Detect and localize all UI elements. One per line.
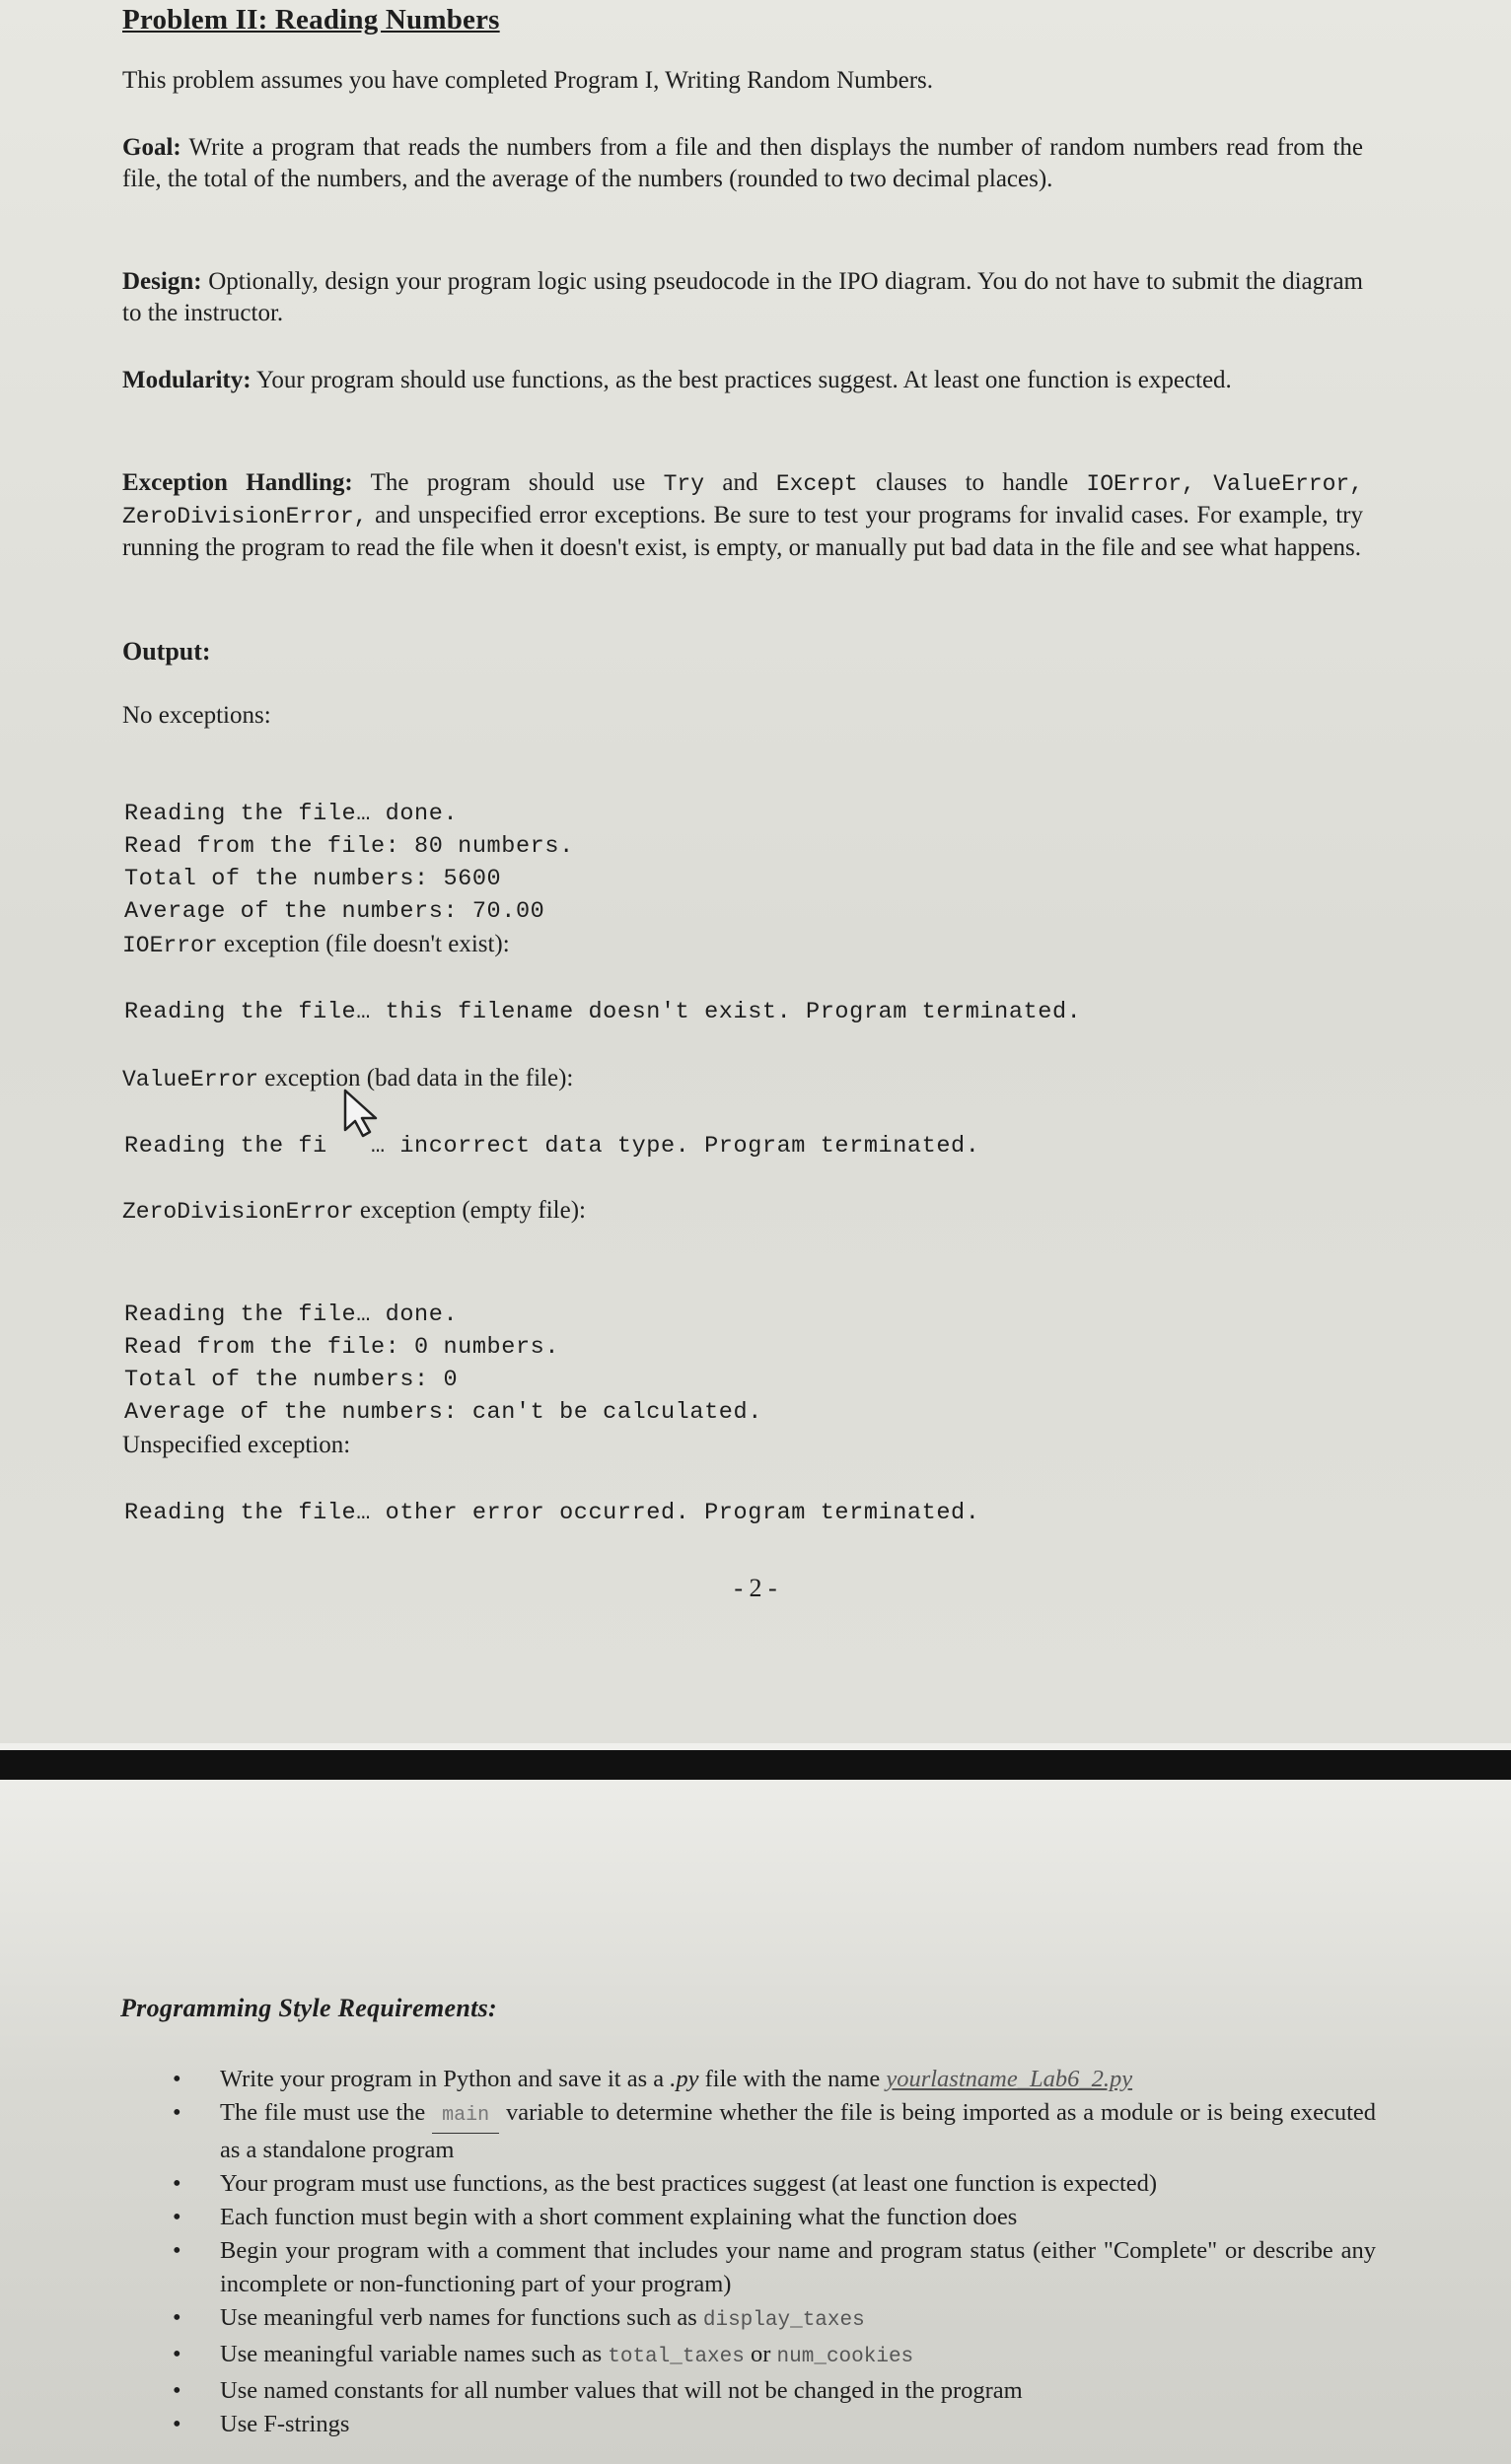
ioerror-keyword: IOError, xyxy=(1086,471,1195,497)
output-heading: Output: xyxy=(122,637,211,666)
exception-paragraph xyxy=(122,467,1363,564)
req-text: Use F-strings xyxy=(220,2411,350,2437)
function-name-example: display_taxes xyxy=(702,2309,865,2332)
list-item xyxy=(173,2408,1376,2441)
bullet-icon: • xyxy=(173,2411,181,2437)
req-text: The file must use the xyxy=(220,2099,426,2126)
problem-title: Problem II: Reading Numbers xyxy=(122,4,500,35)
list-item xyxy=(173,2338,1376,2374)
bullet-icon: • xyxy=(173,2304,181,2331)
zerodiv-caption-keyword: ZeroDivisionError xyxy=(122,1199,354,1225)
req-text: Use meaningful verb names for functions such as xyxy=(220,2304,697,2331)
zerodiv-caption xyxy=(122,1197,586,1225)
goal-label: Goal: xyxy=(122,134,181,161)
console-line: Average of the numbers: 70.00 xyxy=(124,898,545,925)
console-line: Total of the numbers: 5600 xyxy=(124,866,502,892)
console-line: Read from the file: 0 numbers. xyxy=(124,1334,560,1361)
unspecified-caption: Unspecified exception: xyxy=(122,1432,351,1458)
valueerror-keyword: ValueError, xyxy=(1213,471,1364,497)
list-item xyxy=(173,2201,1376,2234)
zerodiv-keyword: ZeroDivisionError, xyxy=(122,504,368,529)
design-label: Design: xyxy=(122,268,202,295)
req-text: Use meaningful variable names such as xyxy=(220,2341,603,2367)
zerodiv-caption-text: exception (empty file): xyxy=(359,1197,586,1224)
console-line: Total of the numbers: 0 xyxy=(124,1367,459,1393)
list-item xyxy=(173,2063,1376,2096)
req-text: or xyxy=(750,2341,771,2367)
modularity-label: Modularity: xyxy=(122,367,252,393)
console-line: Read from the file: 80 numbers. xyxy=(124,833,574,860)
valueerror-caption-text: exception (bad data in the file): xyxy=(264,1065,574,1091)
ioerror-caption-keyword: IOError xyxy=(122,933,218,958)
zerodiv-output xyxy=(124,1266,762,1429)
req-text: Begin your program with a comment that includes your name and program status (either "Complete" or describe any incomplete or non-functioning part of your program) xyxy=(220,2237,1376,2297)
exception-text-1: The program should use xyxy=(370,469,646,496)
no-exceptions-output xyxy=(124,765,574,928)
variable-name-example: num_cookies xyxy=(776,2346,914,2368)
and-word: and xyxy=(722,469,758,496)
mouse-pointer-icon xyxy=(339,1087,389,1138)
ioerror-output: Reading the file… this filename doesn't exist. Program terminated. xyxy=(124,999,1082,1025)
file-extension: .py xyxy=(670,2066,699,2092)
req-text: Each function must begin with a short comment explaining what the function does xyxy=(220,2204,1018,2230)
bullet-icon: • xyxy=(173,2341,181,2367)
bullet-icon: • xyxy=(173,2204,181,2230)
variable-name-example: total_taxes xyxy=(608,2346,745,2368)
ioerror-caption xyxy=(122,931,510,958)
except-keyword: Except xyxy=(775,471,858,497)
list-item xyxy=(173,2167,1376,2201)
goal-text: Write a program that reads the numbers from a file and then displays the number of random numbers read from the file, the total of the numbers, and the average of the numbers (rounded to two decimal places). xyxy=(122,134,1363,192)
list-item xyxy=(173,2234,1376,2301)
list-item xyxy=(173,2301,1376,2338)
bullet-icon: • xyxy=(173,2170,181,2197)
req-text: Your program must use functions, as the best practices suggest (at least one function is expected) xyxy=(220,2170,1158,2197)
main-variable: main xyxy=(432,2099,499,2134)
design-paragraph xyxy=(122,266,1363,329)
page-gap xyxy=(0,1743,1511,1750)
valueerror-output: Reading the fi … incorrect data type. Program terminated. xyxy=(124,1133,980,1160)
bullet-icon: • xyxy=(173,2237,181,2264)
goal-paragraph xyxy=(122,132,1363,195)
list-item xyxy=(173,2096,1376,2167)
exception-text-2: clauses to handle xyxy=(876,469,1069,496)
design-text: Optionally, design your program logic using pseudocode in the IPO diagram. You do not have to submit the diagram to the instructor. xyxy=(122,268,1364,326)
req-text: Use named constants for all number values that will not be changed in the program xyxy=(220,2377,1023,2404)
exception-text-3: and unspecified error exceptions. Be sure to test your programs for invalid cases. For example, try running the program to read the file when it doesn't exist, is empty, or manually put bad data in the file and see what happens. xyxy=(122,502,1364,561)
console-line: Average of the numbers: can't be calculated. xyxy=(124,1399,762,1426)
page-number: - 2 - xyxy=(734,1574,777,1602)
modularity-paragraph xyxy=(122,365,1363,396)
requirements-list xyxy=(173,2063,1376,2441)
style-requirements-heading: Programming Style Requirements: xyxy=(120,1994,497,2022)
ioerror-caption-text: exception (file doesn't exist): xyxy=(223,931,510,957)
bullet-icon: • xyxy=(173,2099,181,2126)
bullet-icon: • xyxy=(173,2066,181,2092)
modularity-text: Your program should use functions, as the best practices suggest. At least one function is expected. xyxy=(255,367,1232,393)
bullet-icon: • xyxy=(173,2377,181,2404)
req-text: file with the name xyxy=(704,2066,881,2092)
try-keyword: Try xyxy=(663,471,705,497)
console-line: Reading the file… done. xyxy=(124,1302,459,1328)
valueerror-caption-keyword: ValueError xyxy=(122,1067,259,1092)
intro-paragraph: This problem assumes you have completed Program I, Writing Random Numbers. xyxy=(122,67,933,94)
exception-label: Exception Handling: xyxy=(122,469,353,496)
no-exceptions-caption: No exceptions: xyxy=(122,702,271,729)
req-text: Write your program in Python and save it as a xyxy=(220,2066,665,2092)
unspecified-output: Reading the file… other error occurred. Program terminated. xyxy=(124,1500,980,1526)
page-divider xyxy=(0,1750,1511,1780)
list-item xyxy=(173,2374,1376,2408)
console-line: Reading the file… done. xyxy=(124,801,459,827)
req-text: variable to determine whether the file is being imported as a module or is being executed as a standalone program xyxy=(220,2099,1377,2163)
required-file-name: yourlastname_Lab6_2.py xyxy=(886,2066,1133,2092)
